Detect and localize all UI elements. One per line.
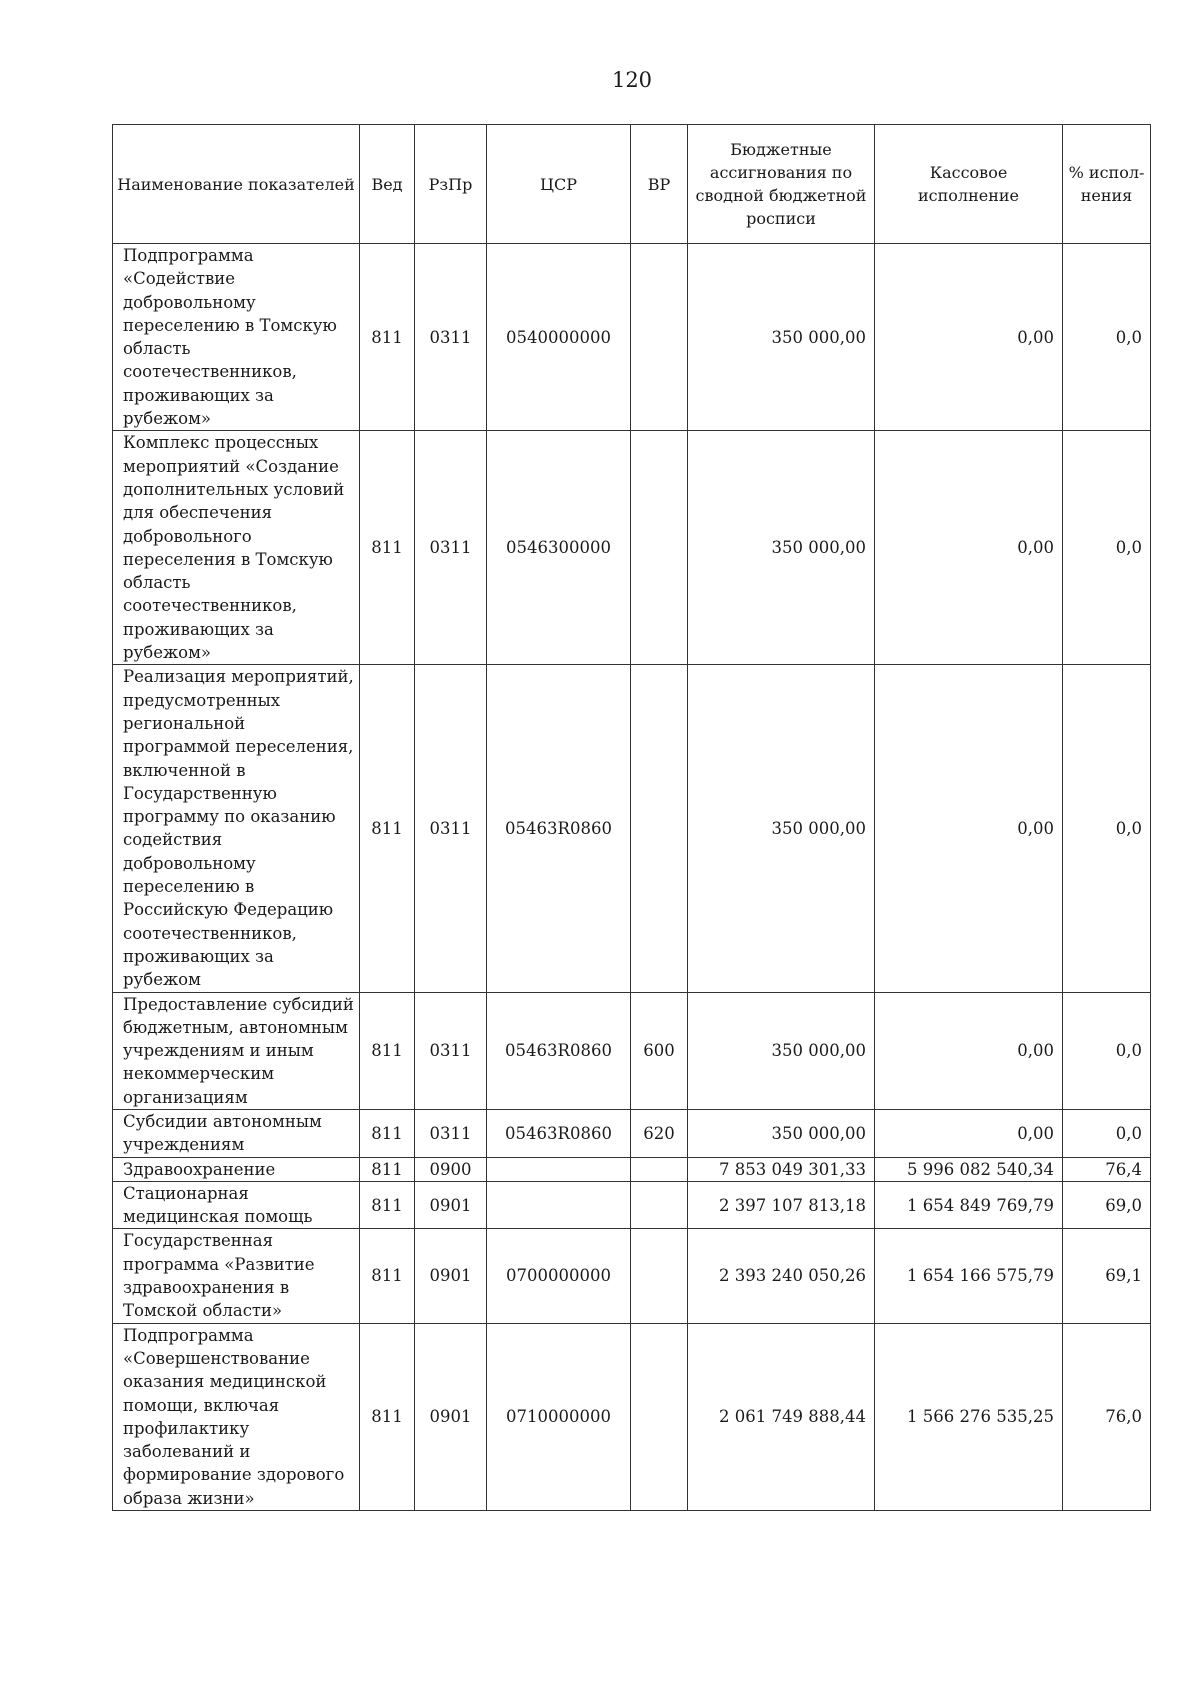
row-csr bbox=[487, 1181, 631, 1229]
header-name: Наименование показателей bbox=[113, 125, 360, 244]
row-name: Стационарная медицинская помощь bbox=[113, 1181, 360, 1229]
row-percent: 76,0 bbox=[1063, 1323, 1151, 1510]
row-ved: 811 bbox=[360, 1323, 415, 1510]
row-cash: 0,00 bbox=[875, 992, 1063, 1109]
table-header-row bbox=[113, 125, 1151, 244]
row-vr bbox=[631, 244, 688, 431]
row-rzpr: 0901 bbox=[415, 1323, 487, 1510]
row-cash: 5 996 082 540,34 bbox=[875, 1157, 1063, 1181]
row-rzpr: 0311 bbox=[415, 244, 487, 431]
row-rzpr: 0311 bbox=[415, 665, 487, 992]
header-budget: Бюджетные ассигнования по сводной бюджетной росписи bbox=[688, 125, 875, 244]
row-percent: 0,0 bbox=[1063, 992, 1151, 1109]
row-vr bbox=[631, 1181, 688, 1229]
row-name: Субсидии автономным учреждениям bbox=[113, 1109, 360, 1157]
row-cash: 0,00 bbox=[875, 431, 1063, 665]
row-csr: 0710000000 bbox=[487, 1323, 631, 1510]
row-rzpr: 0311 bbox=[415, 992, 487, 1109]
row-budget: 350 000,00 bbox=[688, 431, 875, 665]
row-csr: 05463R0860 bbox=[487, 992, 631, 1109]
table-row bbox=[113, 665, 1151, 992]
table-row bbox=[113, 992, 1151, 1109]
row-cash: 0,00 bbox=[875, 1109, 1063, 1157]
header-rzpr: РзПр bbox=[415, 125, 487, 244]
row-percent: 0,0 bbox=[1063, 1109, 1151, 1157]
table-row bbox=[113, 1323, 1151, 1510]
table-row bbox=[113, 431, 1151, 665]
row-ved: 811 bbox=[360, 1229, 415, 1323]
row-cash: 0,00 bbox=[875, 244, 1063, 431]
row-budget: 350 000,00 bbox=[688, 244, 875, 431]
row-name: Реализация мероприятий, предусмотренных региональной программой переселения, включенной в Государственную программу по оказанию содействия добровольному переселению в Российскую Федерацию соотечественников, проживающих за рубежом bbox=[113, 665, 360, 992]
row-csr: 0540000000 bbox=[487, 244, 631, 431]
table-row bbox=[113, 244, 1151, 431]
row-percent: 69,0 bbox=[1063, 1181, 1151, 1229]
header-ved: Вед bbox=[360, 125, 415, 244]
row-name: Подпрограмма «Содействие добровольному переселению в Томскую область соотечественников, проживающих за рубежом» bbox=[113, 244, 360, 431]
row-cash: 1 566 276 535,25 bbox=[875, 1323, 1063, 1510]
row-vr bbox=[631, 431, 688, 665]
row-csr: 0700000000 bbox=[487, 1229, 631, 1323]
row-rzpr: 0901 bbox=[415, 1229, 487, 1323]
row-name: Предоставление субсидий бюджетным, автономным учреждениям и иным некоммерческим организациям bbox=[113, 992, 360, 1109]
row-ved: 811 bbox=[360, 1109, 415, 1157]
row-rzpr: 0311 bbox=[415, 1109, 487, 1157]
header-cash: Кассовое исполнение bbox=[875, 125, 1063, 244]
row-ved: 811 bbox=[360, 992, 415, 1109]
row-budget: 350 000,00 bbox=[688, 1109, 875, 1157]
table-row bbox=[113, 1157, 1151, 1181]
row-csr bbox=[487, 1157, 631, 1181]
table-row bbox=[113, 1181, 1151, 1229]
row-budget: 2 393 240 050,26 bbox=[688, 1229, 875, 1323]
row-vr: 620 bbox=[631, 1109, 688, 1157]
row-percent: 0,0 bbox=[1063, 431, 1151, 665]
table-row bbox=[113, 1109, 1151, 1157]
row-vr bbox=[631, 1157, 688, 1181]
table-row bbox=[113, 1229, 1151, 1323]
header-vr: ВР bbox=[631, 125, 688, 244]
row-budget: 350 000,00 bbox=[688, 665, 875, 992]
row-percent: 76,4 bbox=[1063, 1157, 1151, 1181]
row-ved: 811 bbox=[360, 431, 415, 665]
row-ved: 811 bbox=[360, 1181, 415, 1229]
row-budget: 350 000,00 bbox=[688, 992, 875, 1109]
row-name: Комплекс процессных мероприятий «Создание дополнительных условий для обеспечения добровольного переселения в Томскую область соотечественников, проживающих за рубежом» bbox=[113, 431, 360, 665]
row-ved: 811 bbox=[360, 665, 415, 992]
row-percent: 0,0 bbox=[1063, 665, 1151, 992]
row-vr bbox=[631, 1229, 688, 1323]
row-name: Здравоохранение bbox=[113, 1157, 360, 1181]
row-vr: 600 bbox=[631, 992, 688, 1109]
row-cash: 0,00 bbox=[875, 665, 1063, 992]
row-percent: 69,1 bbox=[1063, 1229, 1151, 1323]
header-csr: ЦСР bbox=[487, 125, 631, 244]
row-vr bbox=[631, 665, 688, 992]
row-ved: 811 bbox=[360, 244, 415, 431]
row-rzpr: 0901 bbox=[415, 1181, 487, 1229]
row-budget: 2 397 107 813,18 bbox=[688, 1181, 875, 1229]
row-name: Государственная программа «Развитие здравоохранения в Томской области» bbox=[113, 1229, 360, 1323]
row-cash: 1 654 849 769,79 bbox=[875, 1181, 1063, 1229]
row-rzpr: 0900 bbox=[415, 1157, 487, 1181]
row-csr: 05463R0860 bbox=[487, 665, 631, 992]
row-budget: 7 853 049 301,33 bbox=[688, 1157, 875, 1181]
row-name: Подпрограмма «Совершенствование оказания медицинской помощи, включая профилактику заболеваний и формирование здорового образа жизни» bbox=[113, 1323, 360, 1510]
row-rzpr: 0311 bbox=[415, 431, 487, 665]
page-number: 120 bbox=[611, 68, 653, 92]
row-cash: 1 654 166 575,79 bbox=[875, 1229, 1063, 1323]
row-csr: 05463R0860 bbox=[487, 1109, 631, 1157]
row-ved: 811 bbox=[360, 1157, 415, 1181]
row-budget: 2 061 749 888,44 bbox=[688, 1323, 875, 1510]
row-csr: 0546300000 bbox=[487, 431, 631, 665]
header-percent: % испол-нения bbox=[1063, 125, 1151, 244]
row-percent: 0,0 bbox=[1063, 244, 1151, 431]
row-vr bbox=[631, 1323, 688, 1510]
budget-table bbox=[112, 124, 1151, 1511]
